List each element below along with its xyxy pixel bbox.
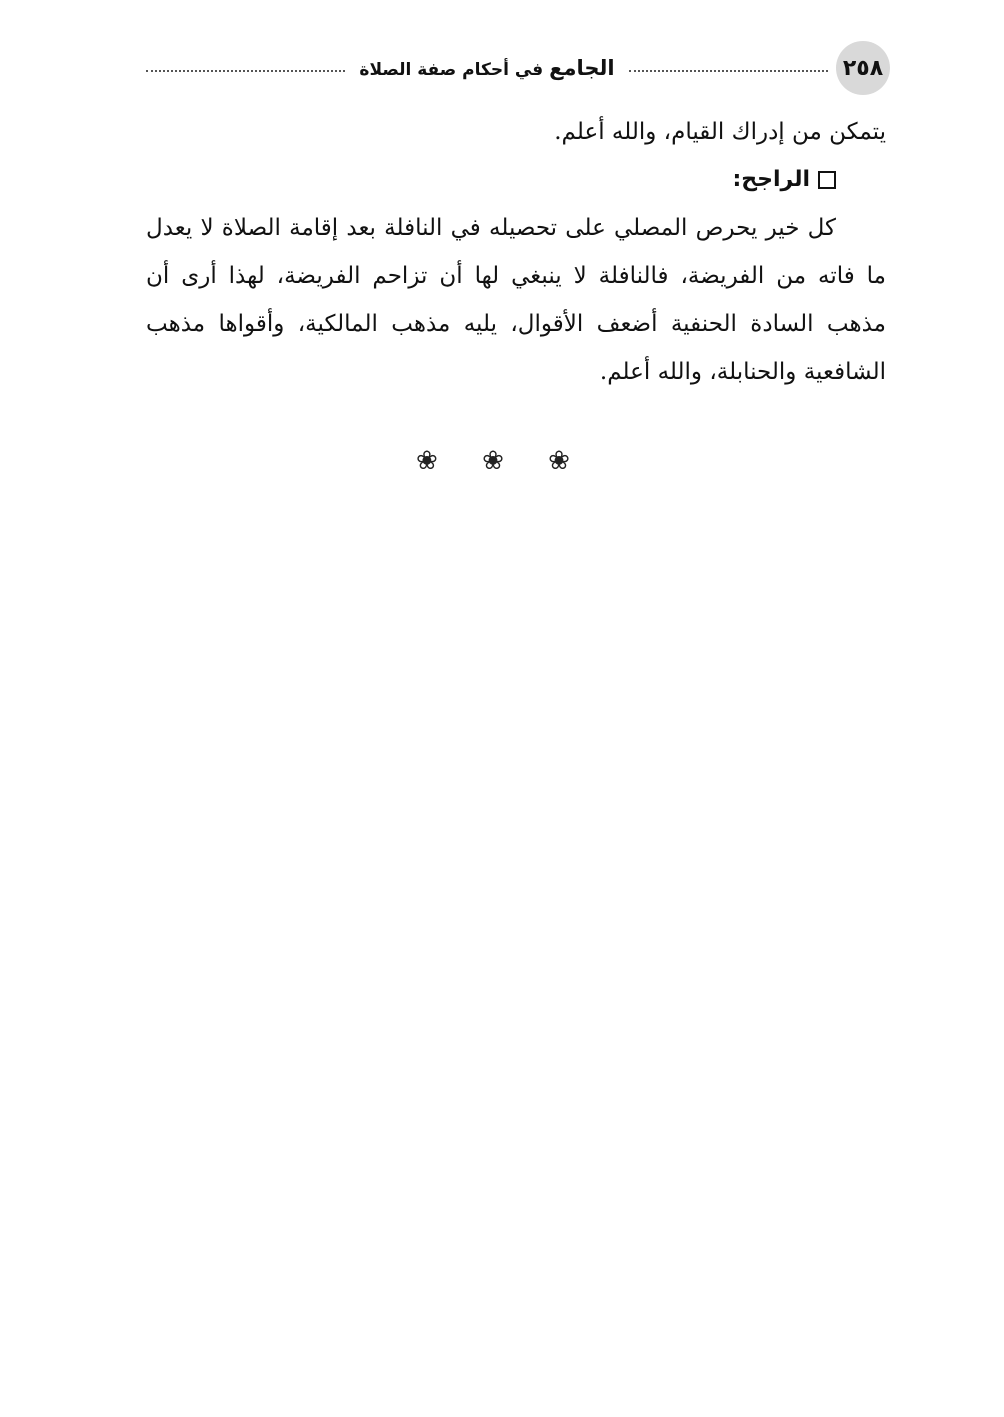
page-number: ٢٥٨ [836,41,890,95]
flower-separator-icon: ❀ ❀ ❀ [416,446,588,476]
header-dotted-leader [629,70,828,72]
running-title-main: الجامع [549,56,615,80]
continued-line: يتمكن من إدراك القيام، والله أعلم. [554,119,886,145]
header-dotted-leader [146,70,345,72]
page-header [146,40,890,96]
body-paragraph: كل خير يحرص المصلي على تحصيله في النافلة بعد إقامة الصلاة لا يعدل ما فاته من الفريضة، فالنافلة لا ينبغي لها أن تزاحم الفريضة، لهذا أرى أن مذهب السادة الحنفية أضعف الأقوال، يليه مذهب المالكية، وأقواها مذهب الشافعية والحنابلة، والله أعلم. [146,215,886,385]
running-title-rest: في أحكام صفة الصلاة [359,60,544,80]
running-title [359,56,614,80]
checkbox-icon [818,171,836,189]
section-heading-label: الراجح: [732,167,810,192]
section-heading [146,156,886,204]
page-body [146,108,886,396]
